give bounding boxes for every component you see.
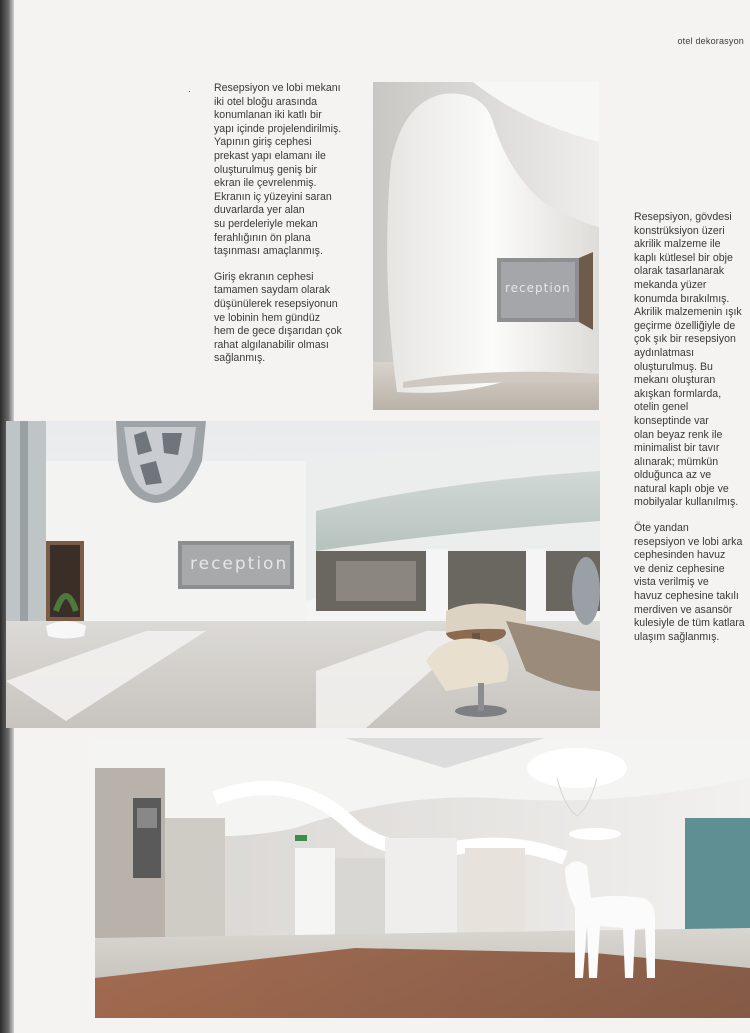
text-line: ekran ile çevrelenmiş. (214, 177, 317, 190)
text-line: hem de gece dışarıdan çok (214, 325, 342, 338)
text-line: aydınlatması (634, 346, 695, 359)
photo-reception-desk (373, 82, 599, 410)
text-line: kaplı kütlesel bir obje (634, 251, 733, 264)
text-line: kulesiyle de tüm katlara (634, 617, 745, 630)
text-line: alınarak; mümkün (634, 455, 719, 468)
text-line: Yapının giriş cephesi (214, 136, 312, 149)
text-line: mobilyalar kullanılmış. (634, 496, 739, 509)
text-line: Resepsiyon ve lobi mekanı (214, 82, 341, 94)
text-line: oluşturulmuş geniş bir (214, 163, 318, 176)
text-line: merdiven ve asansör (634, 603, 733, 616)
text-column-right (634, 211, 750, 656)
text-line: konumda bırakılmış. (634, 292, 730, 305)
reception-sign-top: reception (505, 281, 571, 295)
text-line: sağlanmış. (214, 352, 266, 365)
text-line: Öte yandan (634, 522, 689, 535)
text-line: olarak tasarlanarak (634, 265, 725, 278)
text-line: Akrilik malzemenin ışık (634, 306, 742, 319)
reception-sign-middle: reception (190, 554, 289, 574)
text-line: mekanı oluşturan (634, 374, 716, 387)
text-line: olan beyaz renk ile (634, 428, 723, 441)
text-line: rahat algılanabilir olması (214, 338, 329, 351)
text-line: Resepsiyon, gövdesi (634, 211, 732, 223)
text-line: cephesinden havuz (634, 549, 726, 562)
text-line: prekast yapı elamanı ile (214, 149, 326, 162)
text-line: ve deniz cephesine (634, 562, 725, 575)
text-line: ferahlığının ön plana (214, 231, 311, 244)
text-line: yapı içinde projelendirilmiş. (214, 122, 342, 135)
text-line: konumlanan iki katlı bir (214, 109, 322, 122)
text-line: konseptinde var (634, 414, 709, 427)
text-line: resepsiyon ve lobi arka (634, 535, 743, 548)
text-line: akışkan formlarda, (634, 387, 722, 400)
paragraph (214, 82, 364, 259)
text-line: taşınması amaçlanmış. (214, 245, 323, 258)
text-line: çok şık bir resepsiyon (634, 333, 736, 346)
text-line: olduğunca az ve (634, 469, 712, 482)
text-line: minimalist bir tavır (634, 442, 720, 455)
text-line: havuz cephesine takılı (634, 590, 739, 603)
text-line: geçirme özelliğiyle de (634, 319, 736, 332)
text-line: iki otel bloğu arasında (214, 95, 318, 108)
photo-lobby-horse-sculpture (95, 738, 750, 1018)
text-line: tamamen saydam olarak (214, 284, 330, 297)
text-line: Giriş ekranın cephesi (214, 270, 314, 283)
text-line: natural kaplı obje ve (634, 482, 729, 495)
text-line: Ekranın iç yüzeyini saran (214, 190, 332, 203)
paragraph (634, 522, 750, 644)
text-line: otelin genel (634, 401, 689, 414)
text-line: duvarlarda yer alan (214, 204, 305, 217)
paragraph (214, 271, 364, 366)
photo-lobby-interior (6, 421, 600, 728)
section-header: otel dekorasyon (677, 36, 744, 46)
text-line: akrilik malzeme ile (634, 238, 721, 251)
text-column-left (214, 82, 364, 378)
text-line: oluşturulmuş. Bu (634, 360, 713, 373)
text-line: konstrüksiyon üzeri (634, 224, 725, 237)
text-line: vista verilmiş ve (634, 576, 709, 589)
bullet-dot-icon: · (188, 86, 191, 96)
text-line: mekanda yüzer (634, 278, 707, 291)
text-line: düşünülerek resepsiyonun (214, 297, 338, 310)
paragraph (634, 211, 750, 510)
text-line: ulaşım sağlanmış. (634, 630, 720, 643)
text-line: ve lobinin hem gündüz (214, 311, 321, 324)
text-line: su perdeleriyle mekan (214, 217, 318, 230)
